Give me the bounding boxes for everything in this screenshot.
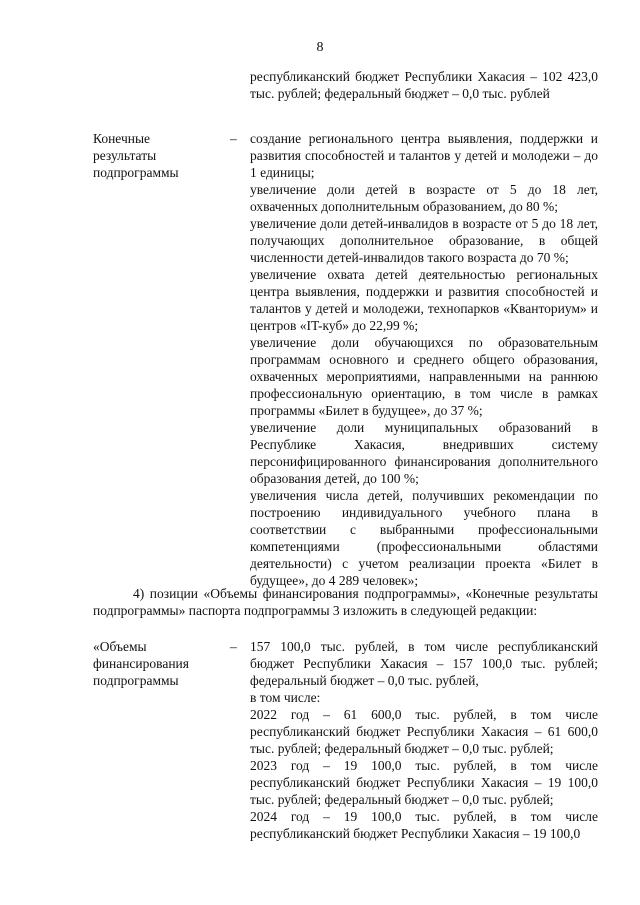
result-item: увеличение доли детей в возрасте от 5 до 18 лет, охваченных дополнительным образованием, до 80 %; bbox=[250, 182, 598, 214]
results-dash: – bbox=[230, 131, 237, 146]
funding-dash: – bbox=[230, 639, 237, 654]
result-item: создание регионального центра выявления, поддержки и развития способностей и талантов у детей и молодежи – до 1 единицы; bbox=[250, 131, 598, 180]
page-number: 8 bbox=[316, 40, 324, 55]
funding-item: в том числе: bbox=[250, 690, 321, 705]
funding-item: 2022 год – 61 600,0 тыс. рублей, в том числе республиканский бюджет Республики Хакасия – 61 600,0 тыс. рублей; федеральный бюджет – 0,0 тыс. рублей; bbox=[250, 707, 598, 756]
intro-text: республиканский бюджет Республики Хакасия – 102 423,0 тыс. рублей; федеральный бюджет – 0,0 тыс. рублей bbox=[250, 69, 598, 101]
funding-content bbox=[250, 638, 598, 842]
intro-continuation bbox=[250, 68, 598, 102]
funding-item: 2023 год – 19 100,0 тыс. рублей, в том числе республиканский бюджет Республики Хакасия – 19 100,0 тыс. рублей; федеральный бюджет – 0,0 тыс. рублей; bbox=[250, 758, 598, 807]
paragraph-4: 4) позиции «Объемы финансирования подпрограммы», «Конечные результаты подпрограммы» паспорта подпрограммы 3 изложить в следующей редакции: bbox=[93, 586, 598, 618]
result-item: увеличение доли муниципальных образований в Республике Хакасия, внедривших систему персонифицированного финансирования дополнительного образования детей, до 100 %; bbox=[250, 420, 598, 486]
funding-item: 2024 год – 19 100,0 тыс. рублей, в том числе республиканский бюджет Республики Хакасия – 19 100,0 bbox=[250, 809, 598, 841]
result-item: увеличения числа детей, получивших рекомендации по построению индивидуального учебного плана в соответствии с выбранными профессиональными компетенциями (профессиональными областями деятельности) с учетом реализации проекта «Билет в будущее», до 4 289 человек»; bbox=[250, 488, 598, 588]
result-item: увеличение доли детей-инвалидов в возрасте от 5 до 18 лет, получающих дополнительное образование, в общей численности детей-инвалидов такого возраста до 70 %; bbox=[250, 216, 598, 265]
result-item: увеличение доли обучающихся по образовательным программам основного и среднего общего образования, охваченных мероприятиями, направленными на раннюю профессиональную ориентацию, в том числе в рамках программы «Билет в будущее», до 37 %; bbox=[250, 335, 598, 418]
result-item: увеличение охвата детей деятельностью региональных центра выявления, поддержки и развития способностей и талантов у детей и молодежи, технопарков «Кванториум» и центров «IT-куб» до 22,99 %; bbox=[250, 267, 598, 333]
funding-label: «Объемы финансирования подпрограммы bbox=[93, 639, 189, 688]
results-label: Конечные результаты подпрограммы bbox=[93, 131, 179, 180]
funding-item: 157 100,0 тыс. рублей, в том числе республиканский бюджет Республики Хакасия – 157 100,0 тыс. рублей; федеральный бюджет – 0,0 тыс. рублей, bbox=[250, 639, 598, 688]
results-content bbox=[250, 130, 598, 589]
